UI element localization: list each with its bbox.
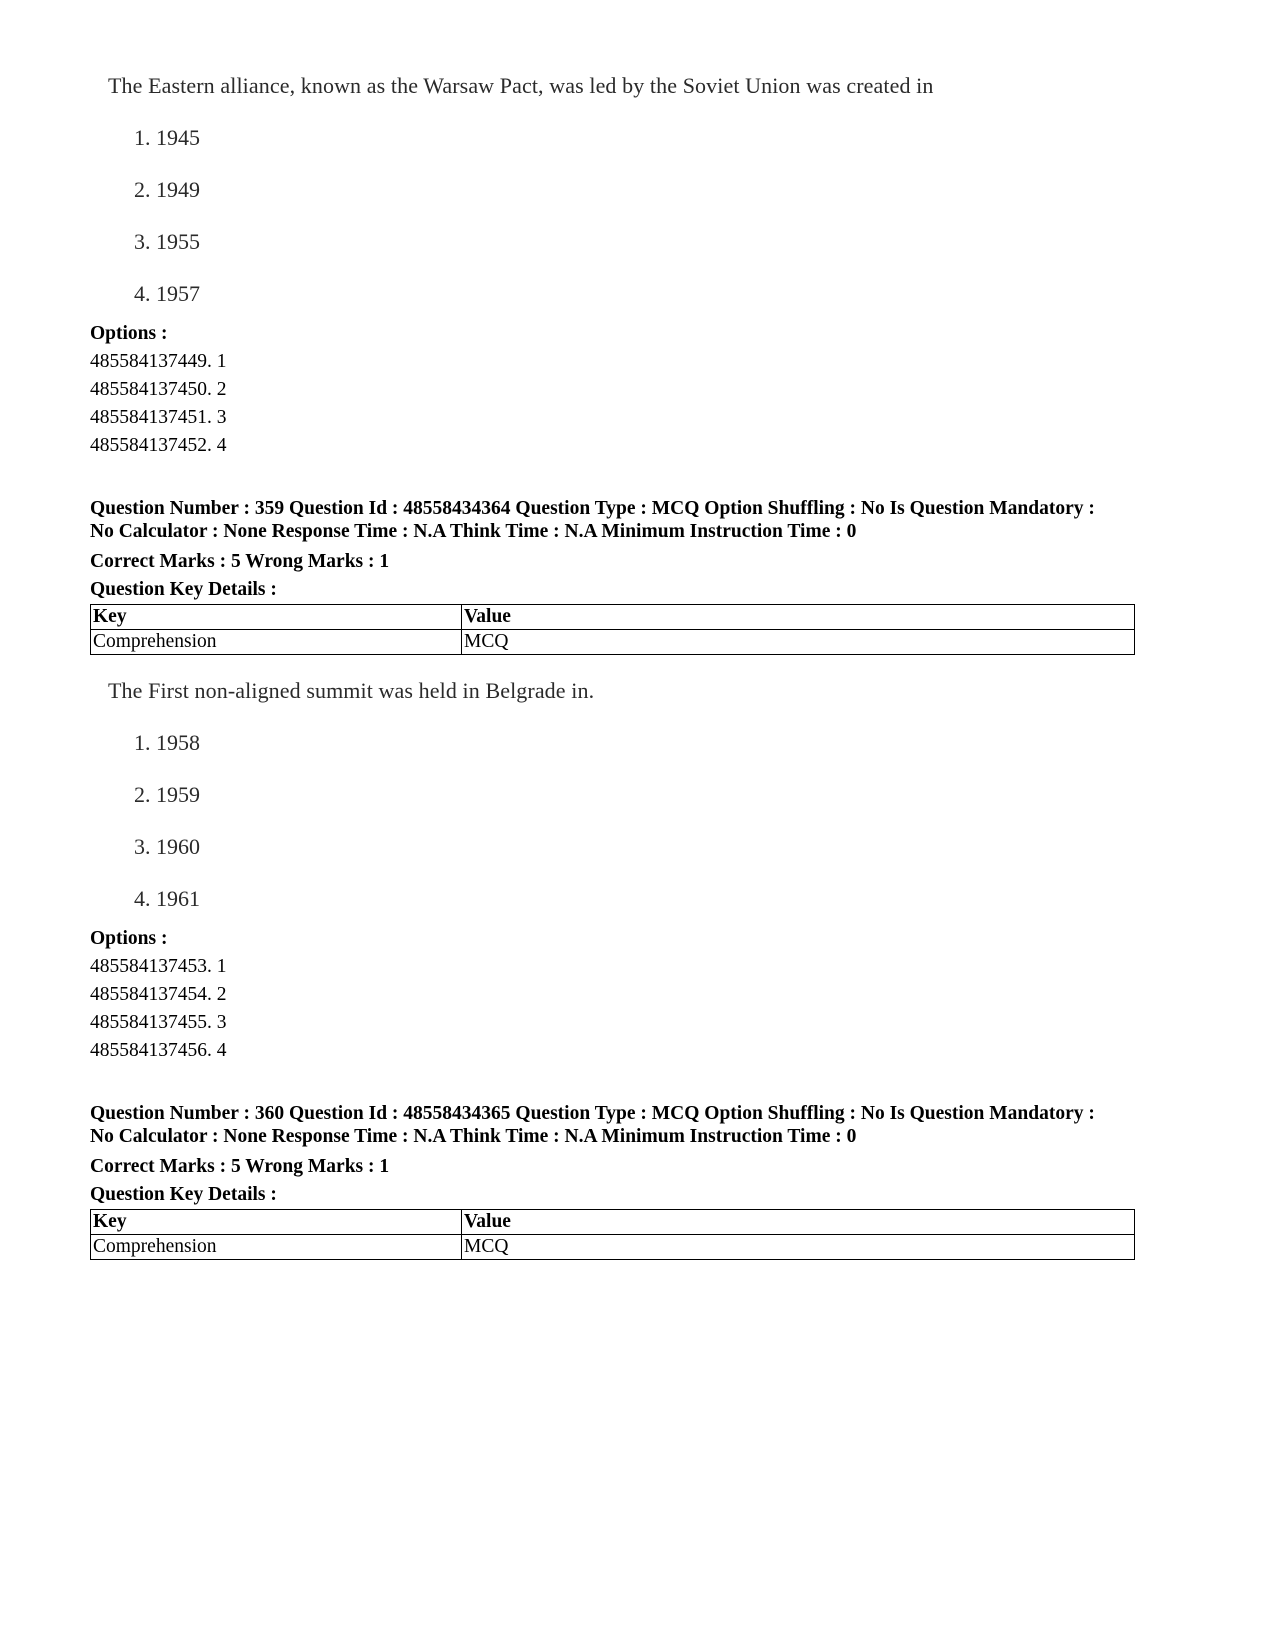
table-cell: MCQ	[462, 630, 1135, 655]
question-text: The First non-aligned summit was held in Belgrade in.	[108, 678, 595, 703]
marks-line: Correct Marks : 5 Wrong Marks : 1	[90, 1156, 390, 1177]
option-item: 485584137456. 4	[90, 1040, 227, 1061]
answer-choice: 3. 1960	[134, 834, 200, 859]
key-value-table	[90, 1209, 1135, 1260]
table-header-row	[91, 1210, 1135, 1235]
answer-choice: 2. 1949	[134, 177, 200, 202]
table-header-row	[91, 605, 1135, 630]
option-item: 485584137455. 3	[90, 1012, 227, 1033]
marks-line: Correct Marks : 5 Wrong Marks : 1	[90, 551, 390, 572]
key-details-heading: Question Key Details :	[90, 579, 277, 600]
table-row	[91, 1235, 1135, 1260]
table-row	[91, 630, 1135, 655]
question-text: The Eastern alliance, known as the Warsaw Pact, was led by the Soviet Union was created in	[108, 73, 934, 98]
answer-choice: 3. 1955	[134, 229, 200, 254]
option-item: 485584137452. 4	[90, 435, 227, 456]
question-meta	[90, 497, 1200, 604]
table-cell: Comprehension	[91, 630, 462, 655]
question-meta-line: No Calculator : None Response Time : N.A Think Time : N.A Minimum Instruction Time : 0	[90, 1126, 857, 1147]
question-meta-line: Question Number : 359 Question Id : 48558434364 Question Type : MCQ Option Shuffling : No Is Question Mandatory :	[90, 498, 1095, 519]
answer-choice: 4. 1957	[134, 281, 200, 306]
table-header-cell: Key	[91, 1210, 462, 1235]
key-value-table	[90, 604, 1135, 655]
answer-choice: 4. 1961	[134, 886, 200, 911]
options-heading: Options :	[90, 928, 168, 949]
table-header-cell: Key	[91, 605, 462, 630]
option-item: 485584137450. 2	[90, 379, 227, 400]
question-meta-line: Question Number : 360 Question Id : 48558434365 Question Type : MCQ Option Shuffling : No Is Question Mandatory :	[90, 1103, 1095, 1124]
table-header-cell: Value	[462, 605, 1135, 630]
option-item: 485584137449. 1	[90, 351, 227, 372]
options-list	[90, 320, 227, 460]
option-item: 485584137451. 3	[90, 407, 227, 428]
table-cell: Comprehension	[91, 1235, 462, 1260]
answer-choice: 1. 1958	[134, 730, 200, 755]
question-meta	[90, 1102, 1200, 1209]
option-item: 485584137453. 1	[90, 956, 227, 977]
answer-choice: 1. 1945	[134, 125, 200, 150]
question-image	[108, 71, 1108, 309]
question-image	[108, 676, 1108, 914]
answer-choice: 2. 1959	[134, 782, 200, 807]
option-item: 485584137454. 2	[90, 984, 227, 1005]
key-details-heading: Question Key Details :	[90, 1184, 277, 1205]
question-meta-line: No Calculator : None Response Time : N.A Think Time : N.A Minimum Instruction Time : 0	[90, 521, 857, 542]
options-heading: Options :	[90, 323, 168, 344]
options-list	[90, 925, 227, 1065]
table-cell: MCQ	[462, 1235, 1135, 1260]
table-header-cell: Value	[462, 1210, 1135, 1235]
